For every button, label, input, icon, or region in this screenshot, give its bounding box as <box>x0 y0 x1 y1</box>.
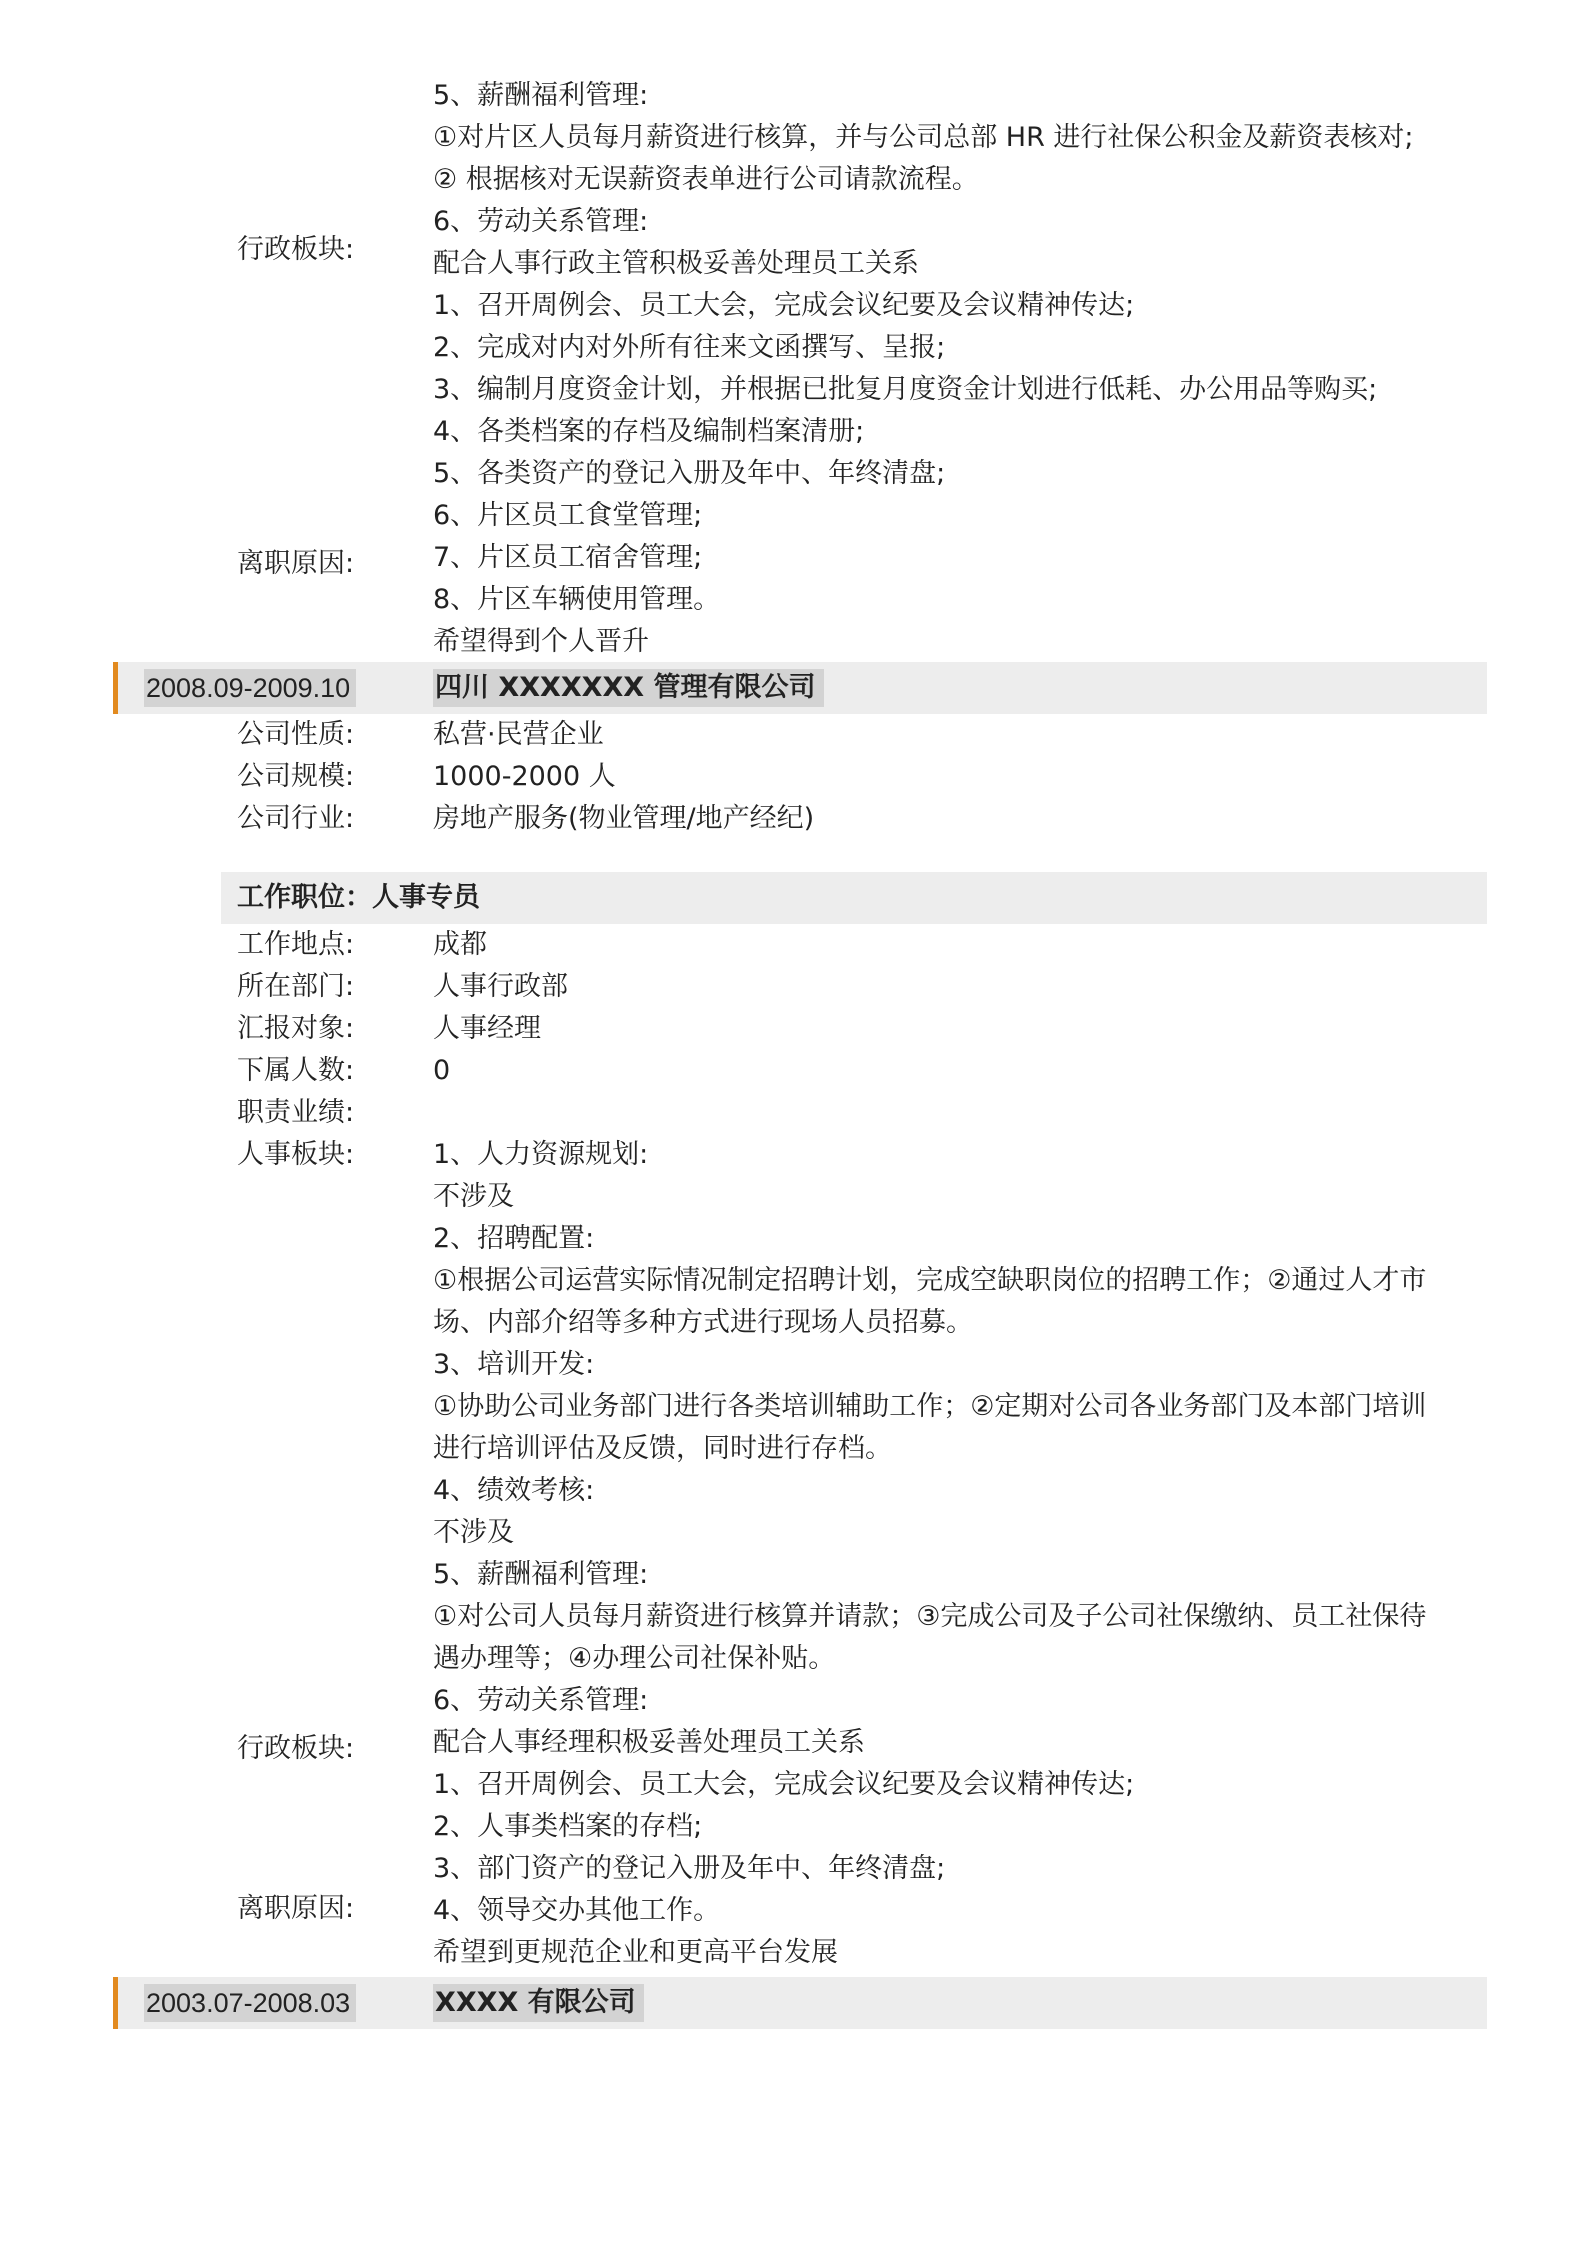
position-title: 工作职位：人事专员 <box>237 882 480 913</box>
text-line: 6、劳动关系管理: <box>433 206 649 237</box>
report-to-label: 汇报对象: <box>237 1013 355 1044</box>
text-line: 希望得到个人晋升 <box>433 626 649 657</box>
text-line: 配合人事经理积极妥善处理员工关系 <box>433 1727 865 1758</box>
work-location-label: 工作地点: <box>237 929 355 960</box>
department-label: 所在部门: <box>237 971 355 1002</box>
text-line: 配合人事行政主管积极妥善处理员工关系 <box>433 248 919 279</box>
admin-section-label: 行政板块: <box>237 234 355 265</box>
text-line: ①对公司人员每月薪资进行核算并请款；③完成公司及子公司社保缴纳、员工社保待 <box>433 1601 1427 1632</box>
text-line: 6、片区员工食堂管理; <box>433 500 703 531</box>
text-line: 遇办理等；④办理公司社保补贴。 <box>433 1643 836 1674</box>
text-line: 3、培训开发: <box>433 1349 595 1380</box>
leave-reason-label: 离职原因: <box>237 548 355 579</box>
text-line: 1、召开周例会、员工大会，完成会议纪要及会议精神传达; <box>433 290 1135 321</box>
company-type-value: 私营·民营企业 <box>433 719 604 750</box>
text-line: 1、召开周例会、员工大会，完成会议纪要及会议精神传达; <box>433 1769 1135 1800</box>
text-line: 3、部门资产的登记入册及年中、年终清盘; <box>433 1853 946 1884</box>
text-line: 5、薪酬福利管理: <box>433 80 649 111</box>
text-line: ①对片区人员每月薪资进行核算，并与公司总部 HR 进行社保公积金及薪资表核对; <box>433 122 1414 153</box>
subordinates-value: 0 <box>433 1055 451 1086</box>
text-line: ①根据公司运营实际情况制定招聘计划，完成空缺职岗位的招聘工作；②通过人才市 <box>433 1265 1427 1296</box>
text-line: 不涉及 <box>433 1181 514 1212</box>
company-industry-value: 房地产服务(物业管理/地产经纪) <box>433 803 815 834</box>
text-line: 4、领导交办其他工作。 <box>433 1895 721 1926</box>
job-date-range: 2008.09-2009.10 <box>144 669 356 707</box>
job-header-accent <box>113 662 118 714</box>
job-header-accent <box>113 1977 118 2029</box>
text-line: 4、绩效考核: <box>433 1475 595 1506</box>
text-line: 2、人事类档案的存档; <box>433 1811 703 1842</box>
text-line: 5、各类资产的登记入册及年中、年终清盘; <box>433 458 946 489</box>
text-line: 2、完成对内对外所有往来文函撰写、呈报; <box>433 332 946 363</box>
company-type-label: 公司性质: <box>237 719 355 750</box>
text-line: 6、劳动关系管理: <box>433 1685 649 1716</box>
department-value: 人事行政部 <box>433 971 568 1002</box>
text-line: 希望到更规范企业和更高平台发展 <box>433 1937 838 1968</box>
hr-section-label: 人事板块: <box>237 1139 355 1170</box>
company-industry-label: 公司行业: <box>237 803 355 834</box>
company-size-label: 公司规模: <box>237 761 355 792</box>
text-line: 场、内部介绍等多种方式进行现场人员招募。 <box>433 1307 973 1338</box>
text-line: 不涉及 <box>433 1517 514 1548</box>
company-name: 四川 XXXXXXX 管理有限公司 <box>433 669 824 707</box>
text-line: 7、片区员工宿舍管理; <box>433 542 703 573</box>
job-date-range: 2003.07-2008.03 <box>144 1984 356 2022</box>
text-line: 2、招聘配置: <box>433 1223 595 1254</box>
work-location-value: 成都 <box>433 929 487 960</box>
company-name: XXXX 有限公司 <box>433 1984 644 2022</box>
text-line: 进行培训评估及反馈，同时进行存档。 <box>433 1433 892 1464</box>
duties-label: 职责业绩: <box>237 1097 355 1128</box>
text-line: 3、编制月度资金计划，并根据已批复月度资金计划进行低耗、办公用品等购买; <box>433 374 1378 405</box>
text-line: ①协助公司业务部门进行各类培训辅助工作；②定期对公司各业务部门及本部门培训 <box>433 1391 1427 1422</box>
text-line: 8、片区车辆使用管理。 <box>433 584 721 615</box>
report-to-value: 人事经理 <box>433 1013 541 1044</box>
subordinates-label: 下属人数: <box>237 1055 355 1086</box>
text-line: 5、薪酬福利管理: <box>433 1559 649 1590</box>
text-line: 1、人力资源规划: <box>433 1139 649 1170</box>
text-line: 4、各类档案的存档及编制档案清册; <box>433 416 865 447</box>
company-size-value: 1000-2000 人 <box>433 761 616 792</box>
text-line: ② 根据核对无误薪资表单进行公司请款流程。 <box>433 164 979 195</box>
admin-section-label: 行政板块: <box>237 1733 355 1764</box>
leave-reason-label: 离职原因: <box>237 1893 355 1924</box>
